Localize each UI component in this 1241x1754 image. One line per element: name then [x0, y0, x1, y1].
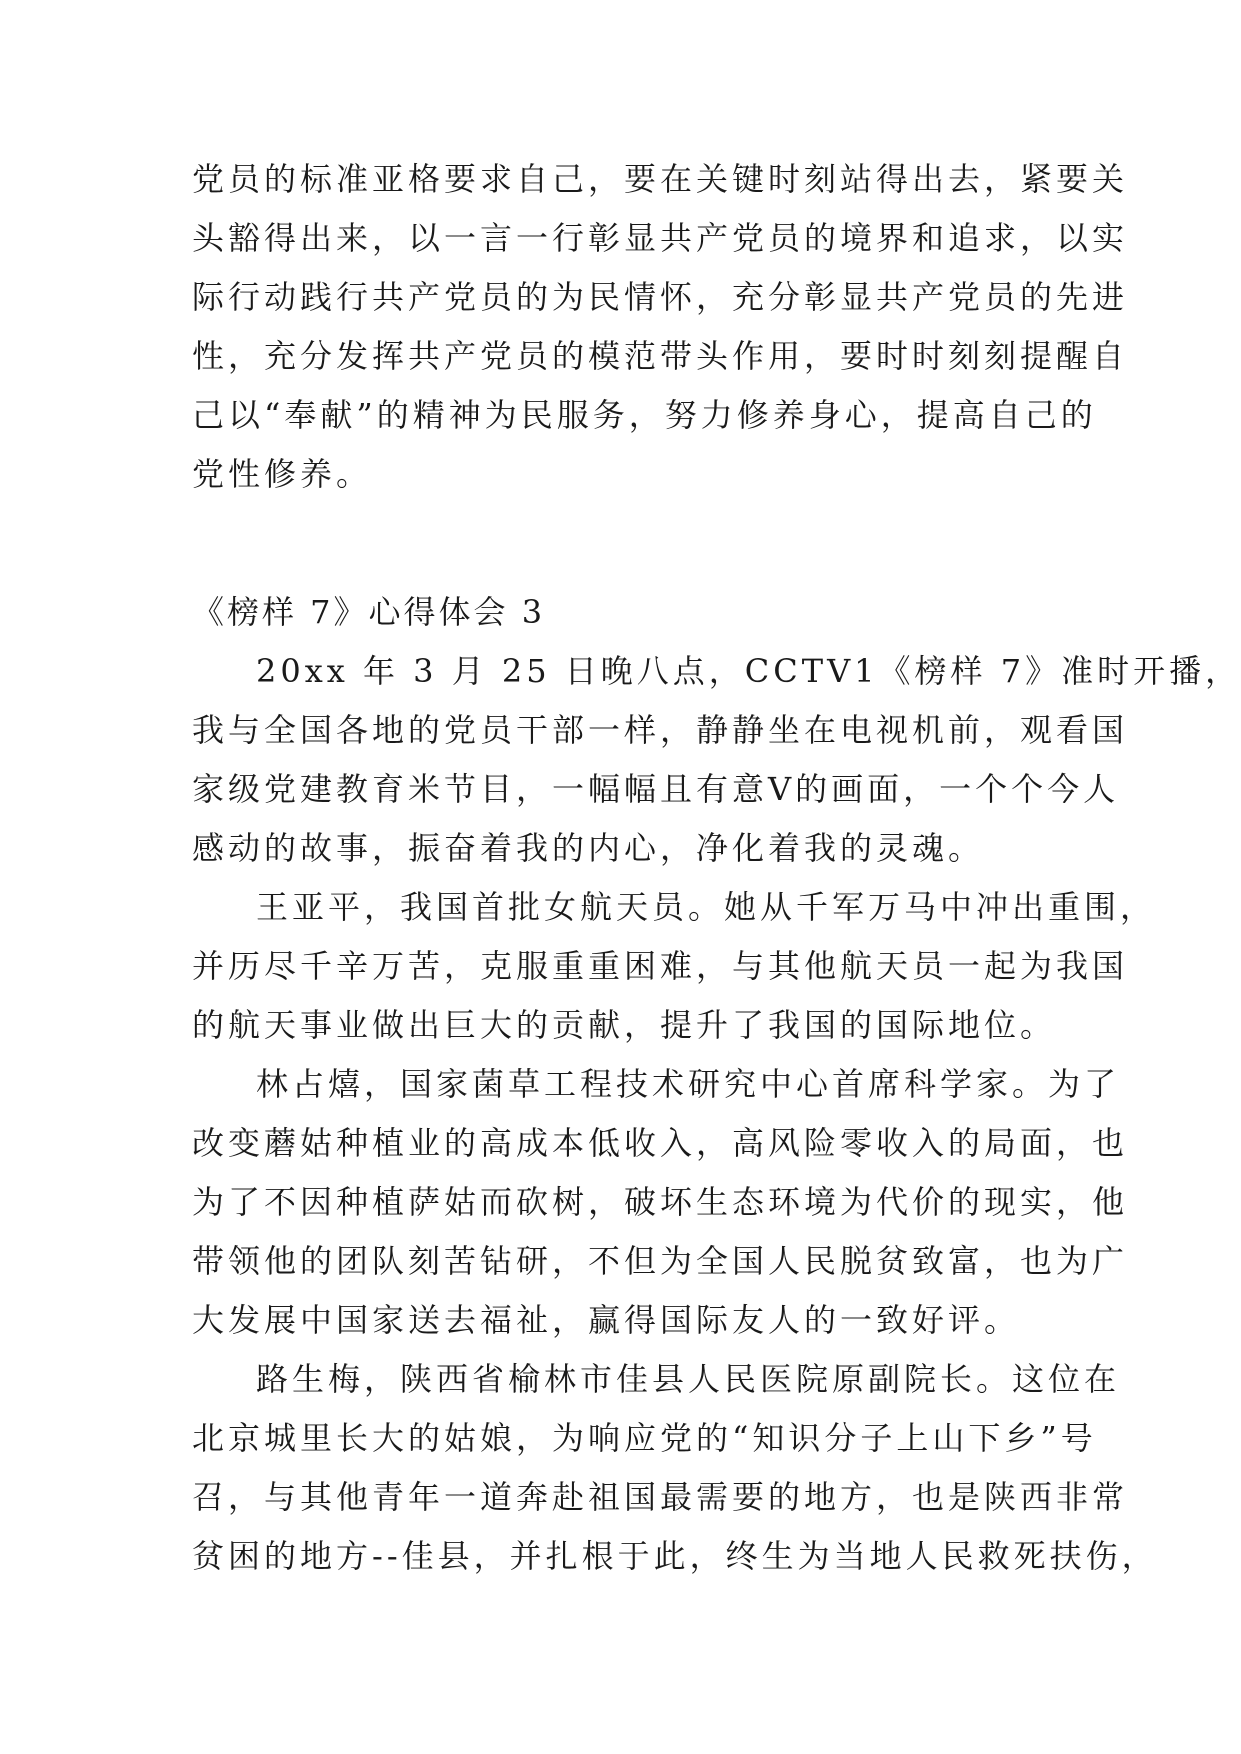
text-line: 改变蘑姑种植业的高成本低收入，高风险零收入的局面，也 — [192, 1124, 1129, 1162]
text-line: 大发展中国家送去福祉，赢得国际友人的一致好评。 — [192, 1301, 1021, 1339]
text-line: 己以“奉献”的精神为民服务，努力修养身心，提高自己的 — [192, 396, 1097, 434]
text-line: 际行动践行共产党员的为民情怀，充分彰显共产党员的先进 — [192, 278, 1129, 316]
section-spacer — [192, 504, 1062, 583]
text-line: 王亚平，我国首批女航天员。她从千军万马中冲出重围， — [256, 888, 1157, 926]
text-line: 并历尽千辛万苦，克服重重困难，与其他航天员一起为我国 — [192, 947, 1129, 985]
text-line: 路生梅，陕西省榆林市佳县人民医院原副院长。这位在 — [256, 1360, 1121, 1398]
text-line: 20xx 年 3 月 25 日晚八点，CCTV1《榜样 7》准时开播， — [256, 652, 1241, 690]
section-heading: 《榜样 7》心得体会 3 — [192, 593, 546, 631]
text-line: 性，充分发挥共产党员的模范带头作用，要时时刻刻提醒自 — [192, 337, 1129, 375]
document-page — [192, 150, 1241, 1586]
text-line: 家级党建教育米节目，一幅幅且有意Ⅴ的画面，一个个今人 — [192, 770, 1120, 808]
text-line: 我与全国各地的党员干部一样，静静坐在电视机前，观看国 — [192, 711, 1129, 749]
text-line: 北京城里长大的姑娘，为响应党的“知识分子上山下乡”号 — [192, 1419, 1097, 1457]
text-line: 的航天事业做出巨大的贡献，提升了我国的国际地位。 — [192, 1006, 1057, 1044]
text-line: 头豁得出来，以一言一行彰显共产党员的境界和追求，以实 — [192, 219, 1129, 257]
paragraph-4 — [192, 1350, 1158, 1586]
text-line: 党性修养。 — [192, 455, 373, 493]
text-line: 召，与其他青年一道奔赴祖国最需要的地方，也是陕西非常 — [192, 1478, 1129, 1516]
paragraph-3 — [192, 1055, 1129, 1350]
text-line: 党员的标准亚格要求自己，要在关键时刻站得出去，紧要关 — [192, 160, 1129, 198]
paragraph-1 — [192, 642, 1241, 878]
text-line: 贫困的地方--佳县，并扎根于此，终生为当地人民救死扶伤， — [192, 1537, 1158, 1575]
paragraph-continued — [192, 150, 1129, 504]
paragraph-2 — [192, 878, 1157, 1055]
text-line: 林占熺，国家菌草工程技术研究中心首席科学家。为了 — [256, 1065, 1121, 1103]
text-line: 感动的故事，振奋着我的内心，净化着我的灵魂。 — [192, 829, 985, 867]
text-line: 带领他的团队刻苦钻研，不但为全国人民脱贫致富，也为广 — [192, 1242, 1129, 1280]
text-line: 为了不因种植萨姑而砍树，破坏生态环境为代价的现实，他 — [192, 1183, 1129, 1221]
